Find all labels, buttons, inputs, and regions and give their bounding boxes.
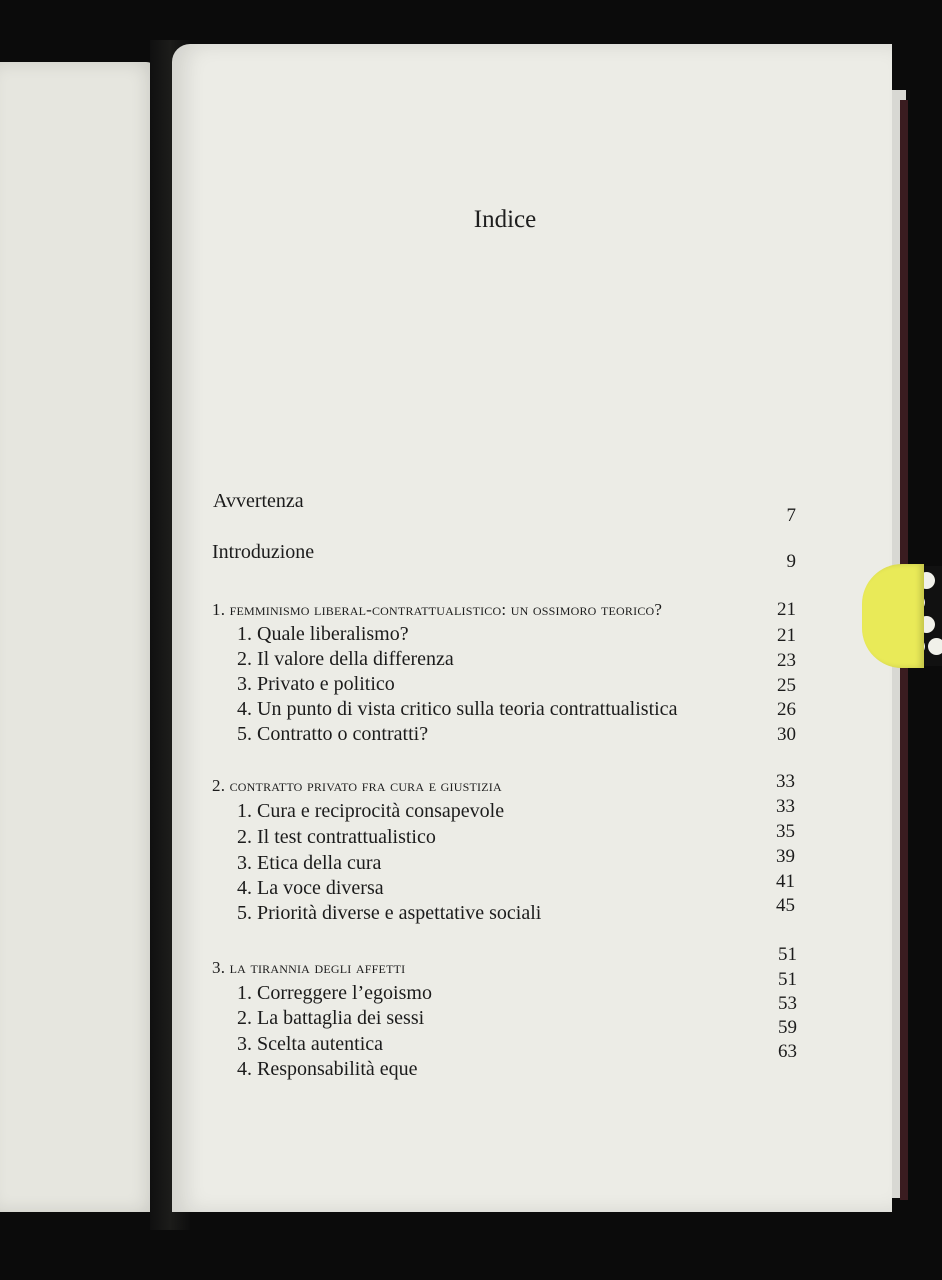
toc-page-2-3: 39 xyxy=(776,846,795,867)
toc-entry-1-1: 1. Quale liberalismo? xyxy=(237,623,409,645)
toc-entry-1-4: 4. Un punto di vista critico sulla teoria contrattualistica xyxy=(237,698,678,720)
toc-page-2-5: 45 xyxy=(776,895,795,916)
toc-page-1-2: 23 xyxy=(777,650,796,671)
page-title: Indice xyxy=(473,206,537,233)
toc-entry-3-2: 2. La battaglia dei sessi xyxy=(237,1007,425,1029)
toc-page-1-1: 21 xyxy=(777,625,796,646)
toc-entry-2-3: 3. Etica della cura xyxy=(237,852,382,874)
toc-page-3-2: 53 xyxy=(778,993,797,1014)
toc-page-1-4: 26 xyxy=(777,699,796,720)
toc-entry-3-3: 3. Scelta autentica xyxy=(237,1033,384,1055)
toc-page-introduzione: 9 xyxy=(786,551,796,572)
toc-page-2-1: 33 xyxy=(776,796,795,817)
toc-entry-introduzione: Introduzione xyxy=(212,541,315,563)
toc-chapter-3: 3. la tirannia degli affetti xyxy=(212,958,406,977)
toc-page-3-3: 59 xyxy=(778,1017,797,1038)
bookmark-tab xyxy=(862,564,942,668)
toc-page-chapter-1: 21 xyxy=(777,599,796,620)
toc-chapter-1: 1. femminismo liberal-contrattualistico: un ossimoro teorico? xyxy=(212,600,663,619)
toc-entry-avvertenza: Avvertenza xyxy=(213,490,304,512)
toc-entry-1-5: 5. Contratto o contratti? xyxy=(237,723,429,745)
toc-chapter-2: 2. contratto privato fra cura e giustizia xyxy=(212,776,502,795)
toc-entry-3-1: 1. Correggere l’egoismo xyxy=(237,982,432,1004)
toc-entry-3-4: 4. Responsabilità eque xyxy=(237,1058,418,1080)
toc-page-2-4: 41 xyxy=(776,871,795,892)
toc-page-chapter-2: 33 xyxy=(776,771,795,792)
toc-page-1-3: 25 xyxy=(777,675,796,696)
toc-page-3-4: 63 xyxy=(778,1041,797,1062)
toc-entry-1-2: 2. Il valore della differenza xyxy=(237,648,454,670)
toc-page-avvertenza: 7 xyxy=(786,505,796,526)
toc-entry-2-5: 5. Priorità diverse e aspettative sociali xyxy=(237,902,542,924)
toc-page-chapter-3: 51 xyxy=(778,944,797,965)
toc-entry-2-4: 4. La voce diversa xyxy=(237,877,384,899)
toc-page-2-2: 35 xyxy=(776,821,795,842)
toc-page-3-1: 51 xyxy=(778,969,797,990)
toc-entry-1-3: 3. Privato e politico xyxy=(237,673,395,695)
toc-entry-2-1: 1. Cura e reciprocità consapevole xyxy=(237,800,505,822)
toc-page-1-5: 30 xyxy=(777,724,796,745)
toc-entry-2-2: 2. Il test contrattualistico xyxy=(237,826,436,848)
bookmark-yellow xyxy=(862,564,924,668)
